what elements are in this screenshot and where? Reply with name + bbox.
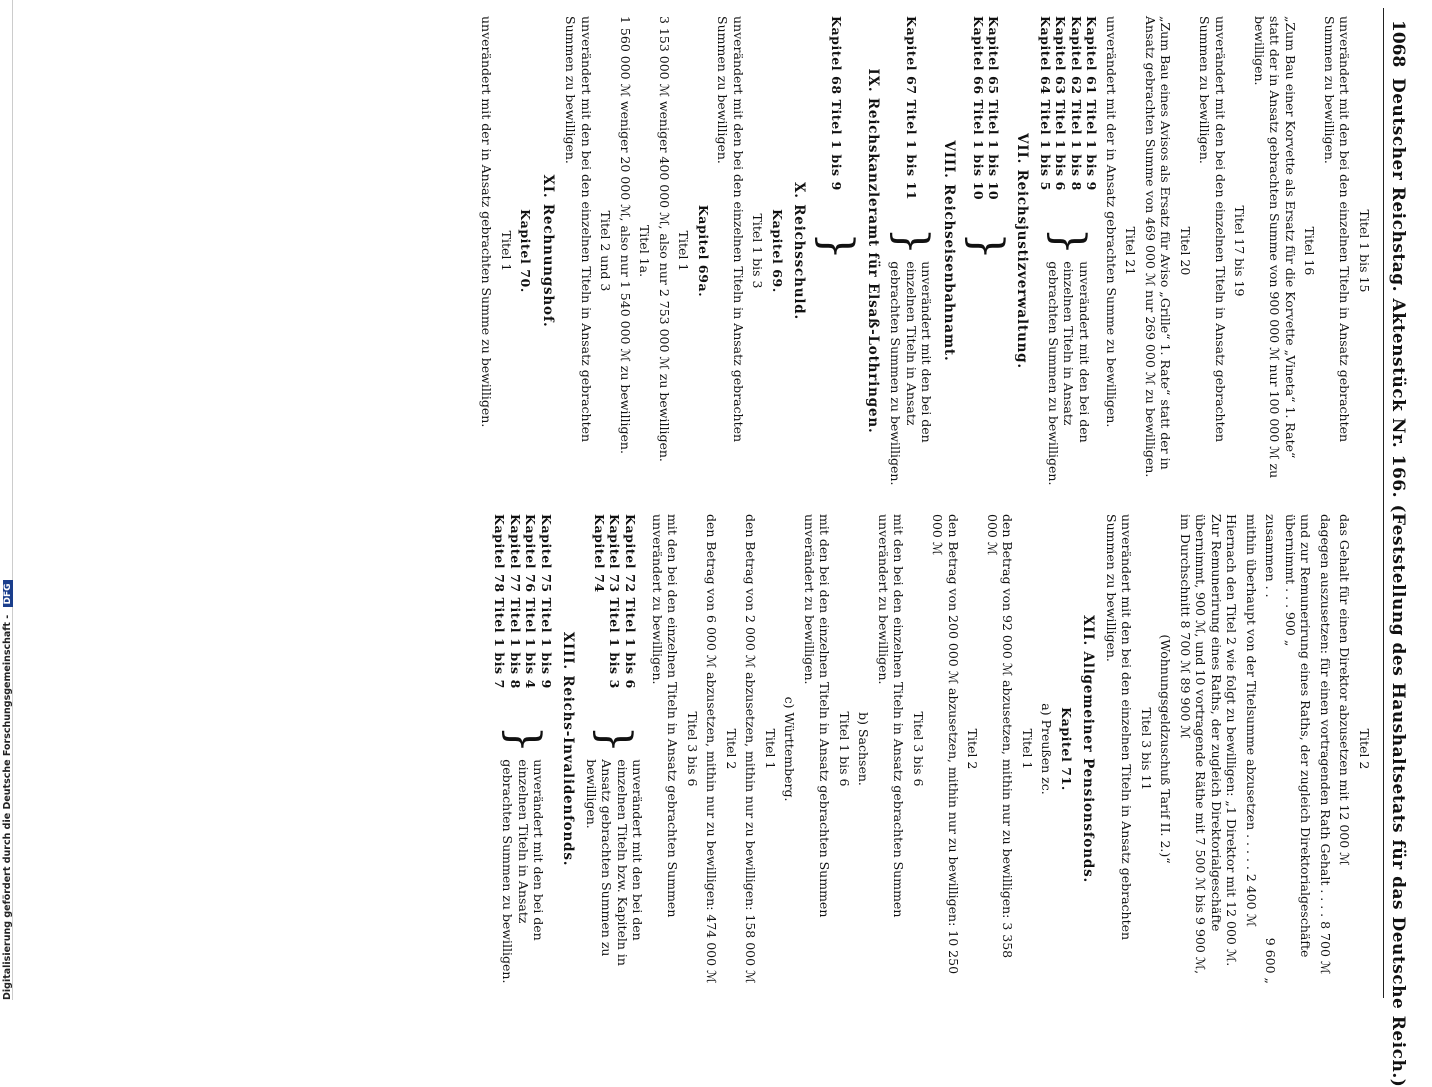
group-note: unverändert mit den bei den einzelnen Titeln bzw. Kapiteln in Ansatz gebrachten Summen zu bewilligen. — [584, 759, 646, 966]
paragraph: den Betrag von 2 000 ℳ abzusetzen, mithin nur zu bewilligen: 158 000 ℳ — [743, 514, 759, 984]
paragraph: „Zum Bau einer Korvette als Ersatz für die Korvette „Vineta“ 1. Rate“ statt der in Ansatz gebrachten Summe von 900 000 ℳ nur 100 000 ℳ zu bewilligen. — [1252, 16, 1298, 479]
titel-heading: Titel 1 bis 6 — [837, 711, 852, 787]
titel-heading: Titel 3 bis 6 — [685, 711, 700, 787]
digitization-footer — [2, 0, 18, 1000]
kapitel-group — [811, 16, 863, 486]
brace-symbol: } — [498, 725, 549, 754]
section-heading: XII. Allgemeiner Pensionsfonds. — [1080, 615, 1097, 883]
kapitel-heading: Kapitel 70. — [518, 209, 534, 293]
titel-heading: Titel 16 — [1302, 226, 1318, 276]
kapitel-group — [886, 16, 938, 486]
titel-heading: Titel 2 — [724, 728, 739, 770]
kapitel-line: Kapitel 65 Titel 1 bis 10 — [986, 16, 1002, 201]
paragraph: Hiernach den Titel 2 wie folgt zu bewilligen: „1 Direktor mit 12 000 ℳ. Zur Remunerirung eines Raths, der zugleich Direktorialgeschäfte übernimmt, 900 ℳ, und 10 vortragende Räthe mit 7 500 ℳ bis 9 900 ℳ, im Durchschnitt 8 700 ℳ 89 900 ℳ — [1178, 514, 1240, 975]
kapitel-line: Kapitel 72 Titel 1 bis 6 — [622, 514, 638, 689]
kapitel-line: Kapitel 62 Titel 1 bis 8 — [1069, 16, 1084, 191]
kapitel-line: Kapitel 75 Titel 1 bis 9 — [539, 514, 554, 689]
titel-heading: b) Sachsen. — [856, 712, 872, 786]
kapitel-heading: Kapitel 69a. — [696, 204, 711, 298]
paragraph: unverändert mit den bei den einzelnen Titeln in Ansatz gebrachten Summen zu bewilligen. — [1104, 514, 1135, 941]
brace-symbol: } — [1043, 227, 1095, 256]
left-column — [132, 16, 1372, 486]
section-heading: VIII. Reichseisenbahnamt. — [941, 140, 957, 362]
kapitel-list — [591, 514, 638, 719]
titel-heading: Titel 1 — [1020, 728, 1035, 770]
brace-symbol: } — [886, 227, 938, 256]
kapitel-line: Kapitel 77 Titel 1 bis 8 — [508, 514, 523, 689]
kapitel-line: Kapitel 61 Titel 1 bis 9 — [1084, 16, 1100, 191]
page-number: 1068 — [1388, 20, 1408, 68]
kapitel-heading: Kapitel 69. — [770, 209, 785, 293]
section-heading: VII. Reichsjustizverwaltung. — [1014, 133, 1031, 369]
page-header — [1383, 8, 1410, 1087]
paragraph: mit den bei den einzelnen Titeln in Ansatz gebrachten Summen unverändert zu bewilligen. — [802, 514, 833, 918]
paragraph: unverändert mit den bei den einzelnen Titeln in Ansatz gebrachten Summen zu bewilligen. — [1197, 16, 1228, 443]
paragraph: unverändert mit der in Ansatz gebrachten Summe zu bewilligen. — [1104, 16, 1119, 428]
titel-heading: Titel 1 — [763, 728, 778, 770]
paragraph: und zur Remunerirung eines Raths, der zugleich Direktorialgeschäfte übernimmt . . . 900 „ — [1283, 514, 1314, 958]
brace-symbol: } — [961, 232, 1012, 260]
kapitel-list — [492, 514, 554, 719]
paragraph: 1 560 000 ℳ weniger 20 000 ℳ, also nur 1 540 000 ℳ zu bewilligen. — [618, 16, 633, 454]
paragraph: unverändert mit der in Ansatz gebrachten Summe zu bewilligen. — [479, 16, 495, 428]
kapitel-group — [961, 16, 1012, 486]
group-note: unverändert mit den bei den einzelnen Titeln in Ansatz gebrachten Summen zu bewilligen. — [500, 759, 547, 984]
paragraph: mit den bei den einzelnen Titeln in Ansatz gebrachten Summen unverändert zu bewilligen. — [876, 514, 907, 918]
paragraph: den Betrag von 6 000 ℳ abzusetzen, mithin nur zu bewilligen: 474 000 ℳ — [704, 514, 720, 984]
section-heading: XI. Rechnungshof. — [540, 174, 556, 328]
sum-value: 9 600 „ — [1263, 937, 1279, 984]
kapitel-line: Kapitel 63 Titel 1 bis 6 — [1053, 16, 1069, 191]
titel-heading: Titel 2 — [965, 728, 981, 770]
paragraph: unverändert mit den bei den einzelnen Titeln in Ansatz gebrachten Summen zu bewilligen. — [715, 16, 746, 443]
paragraph: den Betrag von 92 000 ℳ abzusetzen, mithin nur zu bewilligen: 3 358 000 ℳ — [985, 514, 1016, 959]
titel-heading: Titel 1 bis 15 — [1357, 209, 1372, 293]
titel-heading: Titel 2 und 3 — [598, 210, 614, 292]
paragraph: den Betrag von 200 000 ℳ abzusetzen, mithin nur zu bewilligen: 10 250 000 ℳ — [930, 514, 961, 975]
paragraph: dagegen auszusetzen: für einen vortragenden Rath Gehalt . . . . 8 700 ℳ — [1318, 514, 1333, 975]
kapitel-line: Kapitel 76 Titel 1 bis 4 — [523, 514, 539, 689]
sum-label: zusammen . . — [1263, 514, 1279, 598]
kapitel-group — [584, 514, 646, 984]
titel-heading: Titel 3 bis 6 — [911, 711, 926, 787]
page-title: Deutscher Reichstag. Aktenstück Nr. 166. (Feststellung des Haushaltsetats für das Deutsche Reich.) — [1388, 78, 1408, 1087]
titel-heading: Titel 1a. — [637, 224, 653, 278]
titel-heading: Titel 21 — [1123, 226, 1139, 276]
kapitel-line: Kapitel 68 Titel 1 bis 9 — [829, 16, 845, 191]
kapitel-list — [1038, 16, 1100, 221]
right-column — [132, 514, 1372, 984]
document-page — [110, 8, 1410, 1087]
kapitel-line: Kapitel 67 Titel 1 bis 11 — [904, 16, 919, 201]
footer-text: Digitalisierung gefördert durch die Deutsche Forschungsgemeinschaft - — [2, 614, 13, 1000]
kapitel-group — [492, 514, 554, 984]
titel-heading: c) Württemberg. — [782, 696, 798, 802]
paragraph: „Zum Bau eines Avisos als Ersatz für Aviso „Grille“ 1. Rate“ statt der in Ansatz gebrachten Summe von 469 000 ℳ nur 269 000 ℳ zu bewilligen. — [1143, 16, 1174, 478]
titel-heading: a) Preußen zc. — [1039, 703, 1055, 795]
section-heading: X. Reichsschuld. — [791, 182, 808, 320]
paragraph: das Gehalt für einen Direktor abzusetzen mit 12 000 ℳ — [1337, 514, 1353, 866]
kapitel-group — [1038, 16, 1100, 486]
titel-heading: Titel 20 — [1178, 226, 1193, 276]
kapitel-line: Kapitel 66 Titel 1 bis 10 — [971, 16, 986, 201]
titel-heading: Titel 1 — [676, 230, 692, 272]
kapitel-line: Kapitel 73 Titel 1 bis 3 — [607, 514, 623, 689]
group-note: unverändert mit den bei den einzelnen Titeln in Ansatz gebrachten Summen zu bewilligen. — [1045, 261, 1092, 486]
paragraph: unverändert mit den bei den einzelnen Titeln in Ansatz gebrachten Summen zu bewilligen. — [1322, 16, 1353, 443]
paragraph: mithin überhaupt von der Titelsumme abzusetzen . . . . . 2 400 ℳ — [1244, 514, 1259, 927]
dfg-logo: DFG — [3, 580, 13, 607]
titel-heading: Titel 2 — [1357, 728, 1372, 770]
kapitel-line: Kapitel 74 — [591, 514, 607, 593]
kapitel-line: Kapitel 64 Titel 1 bis 5 — [1038, 16, 1053, 191]
titel-heading: Titel 1 bis 3 — [750, 213, 766, 289]
titel-heading: Titel 3 bis 11 — [1139, 707, 1154, 791]
paragraph: unverändert mit den bei den einzelnen Titeln in Ansatz gebrachten Summen zu bewilligen. — [563, 16, 594, 443]
brace-symbol: } — [589, 725, 641, 754]
titel-heading: Titel 17 bis 19 — [1232, 205, 1248, 297]
kapitel-list — [904, 16, 920, 221]
titel-heading: (Wohnungsgeldzuschuß Tarif II. 2.)“ — [1158, 634, 1174, 864]
group-note: unverändert mit den bei den einzelnen Titeln in Ansatz gebrachten Summen zu bewilligen. — [888, 261, 935, 486]
paragraph: mit den bei den einzelnen Titeln in Ansatz gebrachten Summen unverändert zu bewilligen. — [650, 514, 681, 918]
kapitel-list — [829, 16, 845, 226]
section-heading: IX. Reichskanzleramt für Elsaß-Lothringen. — [865, 68, 881, 434]
titel-heading: Titel 1 — [499, 230, 514, 272]
kapitel-list — [971, 16, 1002, 226]
sum-line — [1263, 514, 1279, 984]
kapitel-line: Kapitel 78 Titel 1 bis 7 — [492, 514, 508, 689]
brace-symbol: } — [811, 232, 863, 260]
kapitel-heading: Kapitel 71. — [1059, 707, 1074, 791]
paragraph: 3 153 000 ℳ weniger 400 000 ℳ, also nur 2 753 000 ℳ zu bewilligen. — [657, 16, 672, 462]
section-heading: XIII. Reichs-Invalidenfonds. — [560, 631, 577, 867]
